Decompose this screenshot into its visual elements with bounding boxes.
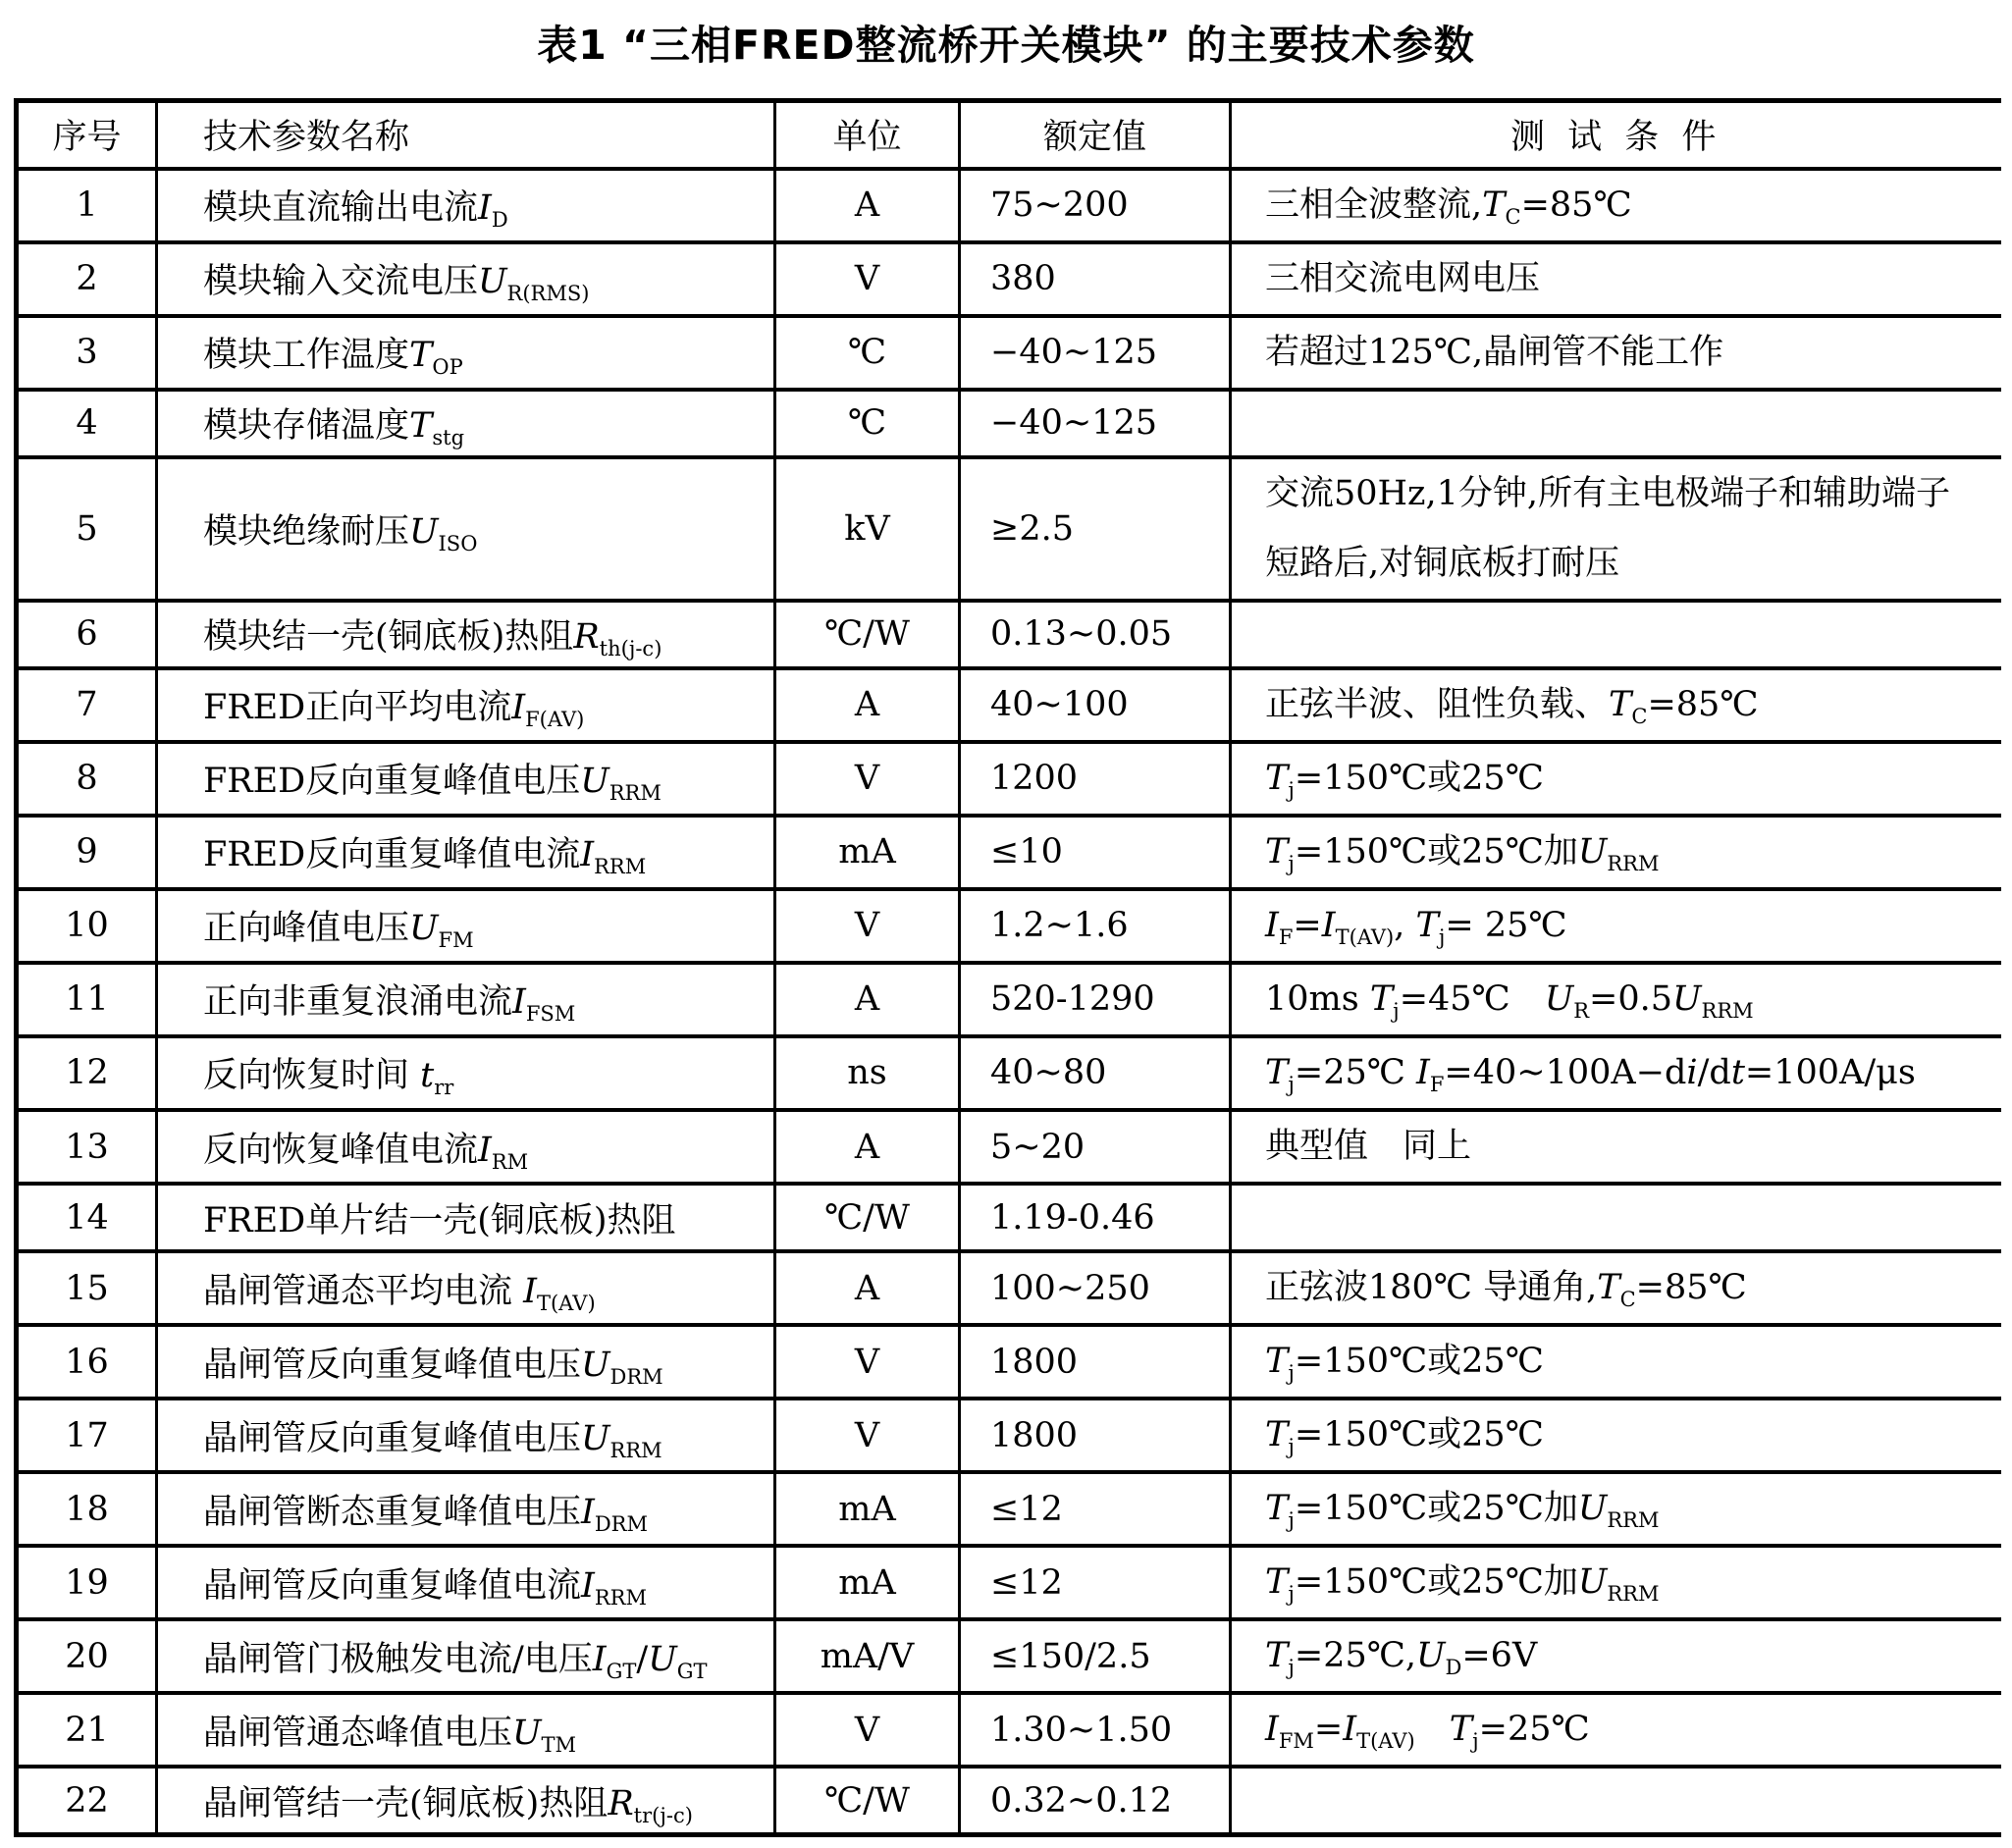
- cell-test-condition: [1231, 601, 2001, 668]
- cell-unit: A: [775, 668, 960, 742]
- cell-rated-value: 100~250: [960, 1251, 1231, 1325]
- cell-unit: V: [775, 242, 960, 316]
- cell-test-condition: [1231, 1767, 2001, 1834]
- cell-test-condition: $I_F=I_{T(AV)}$, $T_j=$ 25℃: [1231, 889, 2001, 963]
- cell-unit: mA: [775, 816, 960, 889]
- cell-test-condition: 若超过125℃,晶闸管不能工作: [1231, 316, 2001, 390]
- cell-unit: A: [775, 1110, 960, 1184]
- table-row: [17, 242, 2001, 316]
- cell-test-condition: $T_j=150℃$或25℃: [1231, 1399, 2001, 1472]
- cell-unit: ℃/W: [775, 1767, 960, 1834]
- cell-rated-value: 1.19-0.46: [960, 1184, 1231, 1251]
- cell-index: 20: [17, 1619, 157, 1693]
- cell-test-condition: $T_j=150℃$或25℃: [1231, 1325, 2001, 1399]
- table-row: [17, 1399, 2001, 1472]
- cell-test-condition: 正弦波180℃ 导通角$,T_C=85℃$: [1231, 1251, 2001, 1325]
- cell-unit: mA: [775, 1546, 960, 1619]
- cell-rated-value: 5~20: [960, 1110, 1231, 1184]
- table-row: [17, 889, 2001, 963]
- cell-unit: ℃: [775, 390, 960, 457]
- table-row: [17, 1546, 2001, 1619]
- table-row: [17, 169, 2001, 242]
- cell-unit: V: [775, 1325, 960, 1399]
- cell-rated-value: 380: [960, 242, 1231, 316]
- cell-rated-value: ≤12: [960, 1546, 1231, 1619]
- table-row: [17, 1472, 2001, 1546]
- table-row: [17, 742, 2001, 816]
- table-row: [17, 601, 2001, 668]
- cell-parameter-name: 晶闸管结一壳(铜底板)热阻$R_{tr(j-c)}$: [157, 1767, 775, 1834]
- cell-index: 12: [17, 1036, 157, 1110]
- cell-index: 5: [17, 457, 157, 601]
- cell-index: 8: [17, 742, 157, 816]
- cell-test-condition: 三相交流电网电压: [1231, 242, 2001, 316]
- cell-rated-value: ≤150/2.5: [960, 1619, 1231, 1693]
- cell-parameter-name: 正向峰值电压$U_{FM}$: [157, 889, 775, 963]
- table-row: [17, 1251, 2001, 1325]
- cell-parameter-name: 模块结一壳(铜底板)热阻$R_{th(j-c)}$: [157, 601, 775, 668]
- cell-rated-value: −40~125: [960, 316, 1231, 390]
- cell-rated-value: 0.32~0.12: [960, 1767, 1231, 1834]
- cell-parameter-name: 晶闸管反向重复峰值电压$U_{RRM}$: [157, 1399, 775, 1472]
- col-header-index: 序号: [17, 101, 157, 169]
- cell-parameter-name: 模块直流输出电流$I_D$: [157, 169, 775, 242]
- cell-parameter-name: 晶闸管断态重复峰值电压$I_{DRM}$: [157, 1472, 775, 1546]
- cell-unit: A: [775, 1251, 960, 1325]
- cell-parameter-name: 模块输入交流电压$U_{R(RMS)}$: [157, 242, 775, 316]
- table-row: [17, 1036, 2001, 1110]
- cell-test-condition: [1231, 1184, 2001, 1251]
- cell-unit: ℃/W: [775, 601, 960, 668]
- cell-index: 1: [17, 169, 157, 242]
- cell-test-condition: 正弦半波、阻性负载、$T_C=85℃$: [1231, 668, 2001, 742]
- cell-index: 16: [17, 1325, 157, 1399]
- cell-test-condition: $T_j=25℃,U_D=6V$: [1231, 1619, 2001, 1693]
- cell-unit: V: [775, 1693, 960, 1767]
- cell-test-condition: [1231, 390, 2001, 457]
- cell-index: 9: [17, 816, 157, 889]
- table-body: [17, 169, 2001, 1835]
- cell-unit: V: [775, 1399, 960, 1472]
- cell-rated-value: 40~80: [960, 1036, 1231, 1110]
- cell-unit: ℃: [775, 316, 960, 390]
- cell-parameter-name: FRED反向重复峰值电流$I_{RRM}$: [157, 816, 775, 889]
- table-row: [17, 457, 2001, 601]
- cell-rated-value: 40~100: [960, 668, 1231, 742]
- cell-test-condition: $I_{FM}=I_{T(AV)}$ $T_j=25℃$: [1231, 1693, 2001, 1767]
- cell-rated-value: ≥2.5: [960, 457, 1231, 601]
- cell-index: 15: [17, 1251, 157, 1325]
- cell-index: 7: [17, 668, 157, 742]
- table-row: [17, 1767, 2001, 1834]
- parameters-table: [14, 98, 2001, 1837]
- cell-unit: ℃/W: [775, 1184, 960, 1251]
- cell-parameter-name: FRED反向重复峰值电压$U_{RRM}$: [157, 742, 775, 816]
- table-row: [17, 1693, 2001, 1767]
- col-header-name: 技术参数名称: [157, 101, 775, 169]
- cell-index: 11: [17, 963, 157, 1036]
- cell-index: 18: [17, 1472, 157, 1546]
- cell-parameter-name: 晶闸管通态平均电流 $I_{T(AV)}$: [157, 1251, 775, 1325]
- cell-rated-value: 1.30~1.50: [960, 1693, 1231, 1767]
- cell-test-condition: $T_j=25℃$ $I_F=40\sim 100A-di/dt=100A/\mu s$: [1231, 1036, 2001, 1110]
- cell-index: 17: [17, 1399, 157, 1472]
- cell-test-condition: $T_j=150℃$或25℃加$U_{RRM}$: [1231, 816, 2001, 889]
- cell-rated-value: 1.2~1.6: [960, 889, 1231, 963]
- table-title: 表1 “三相FRED整流桥开关模块” 的主要技术参数: [537, 22, 1475, 69]
- cell-rated-value: 75~200: [960, 169, 1231, 242]
- cell-parameter-name: 晶闸管反向重复峰值电压$U_{DRM}$: [157, 1325, 775, 1399]
- cell-rated-value: 520-1290: [960, 963, 1231, 1036]
- cell-rated-value: −40~125: [960, 390, 1231, 457]
- cell-unit: V: [775, 889, 960, 963]
- table-row: [17, 668, 2001, 742]
- cell-test-condition: 交流50Hz,1分钟,所有主电极端子和辅助端子短路后,对铜底板打耐压: [1231, 457, 2001, 601]
- cell-parameter-name: 晶闸管门极触发电流/电压$I_{GT}/U_{GT}$: [157, 1619, 775, 1693]
- cell-parameter-name: 晶闸管通态峰值电压$U_{TM}$: [157, 1693, 775, 1767]
- cell-unit: A: [775, 169, 960, 242]
- cell-parameter-name: 模块绝缘耐压$U_{ISO}$: [157, 457, 775, 601]
- cell-index: 19: [17, 1546, 157, 1619]
- cell-parameter-name: 模块工作温度$T_{OP}$: [157, 316, 775, 390]
- table-row: [17, 390, 2001, 457]
- cell-rated-value: 1800: [960, 1325, 1231, 1399]
- cell-index: 3: [17, 316, 157, 390]
- cell-index: 2: [17, 242, 157, 316]
- cell-parameter-name: 晶闸管反向重复峰值电流$I_{RRM}$: [157, 1546, 775, 1619]
- cell-parameter-name: 反向恢复时间 $t_{rr}$: [157, 1036, 775, 1110]
- cell-parameter-name: FRED单片结一壳(铜底板)热阻: [157, 1184, 775, 1251]
- table-row: [17, 1110, 2001, 1184]
- header-row: [17, 101, 2001, 169]
- cell-index: 21: [17, 1693, 157, 1767]
- cell-test-condition: 10ms $T_j=45℃$ $U_R=0.5U_{RRM}$: [1231, 963, 2001, 1036]
- cell-unit: mA/V: [775, 1619, 960, 1693]
- cell-parameter-name: 模块存储温度$T_{stg}$: [157, 390, 775, 457]
- cell-unit: mA: [775, 1472, 960, 1546]
- table-row: [17, 1184, 2001, 1251]
- table-row: [17, 316, 2001, 390]
- cell-unit: A: [775, 963, 960, 1036]
- cell-index: 22: [17, 1767, 157, 1834]
- table-row: [17, 1619, 2001, 1693]
- cell-unit: kV: [775, 457, 960, 601]
- cell-rated-value: 1200: [960, 742, 1231, 816]
- cell-test-condition: $T_j=150℃$或25℃: [1231, 742, 2001, 816]
- col-header-rated: 额定值: [960, 101, 1231, 169]
- cell-rated-value: ≤12: [960, 1472, 1231, 1546]
- cell-rated-value: ≤10: [960, 816, 1231, 889]
- cell-test-condition: 三相全波整流$,T_C=85℃$: [1231, 169, 2001, 242]
- table-row: [17, 1325, 2001, 1399]
- cell-index: 14: [17, 1184, 157, 1251]
- cell-unit: ns: [775, 1036, 960, 1110]
- col-header-condition: 测 试 条 件: [1231, 101, 2001, 169]
- cell-parameter-name: 正向非重复浪涌电流$I_{FSM}$: [157, 963, 775, 1036]
- cell-index: 4: [17, 390, 157, 457]
- cell-parameter-name: 反向恢复峰值电流$I_{RM}$: [157, 1110, 775, 1184]
- cell-index: 6: [17, 601, 157, 668]
- cell-test-condition: 典型值 同上: [1231, 1110, 2001, 1184]
- cell-test-condition: $T_j=150℃$或25℃加$U_{RRM}$: [1231, 1546, 2001, 1619]
- cell-unit: V: [775, 742, 960, 816]
- cell-rated-value: 1800: [960, 1399, 1231, 1472]
- cell-rated-value: 0.13~0.05: [960, 601, 1231, 668]
- cell-test-condition: $T_j=150℃$或25℃加$U_{RRM}$: [1231, 1472, 2001, 1546]
- table-row: [17, 963, 2001, 1036]
- table-row: [17, 816, 2001, 889]
- cell-index: 10: [17, 889, 157, 963]
- cell-parameter-name: FRED正向平均电流$I_{F(AV)}$: [157, 668, 775, 742]
- col-header-unit: 单位: [775, 101, 960, 169]
- cell-index: 13: [17, 1110, 157, 1184]
